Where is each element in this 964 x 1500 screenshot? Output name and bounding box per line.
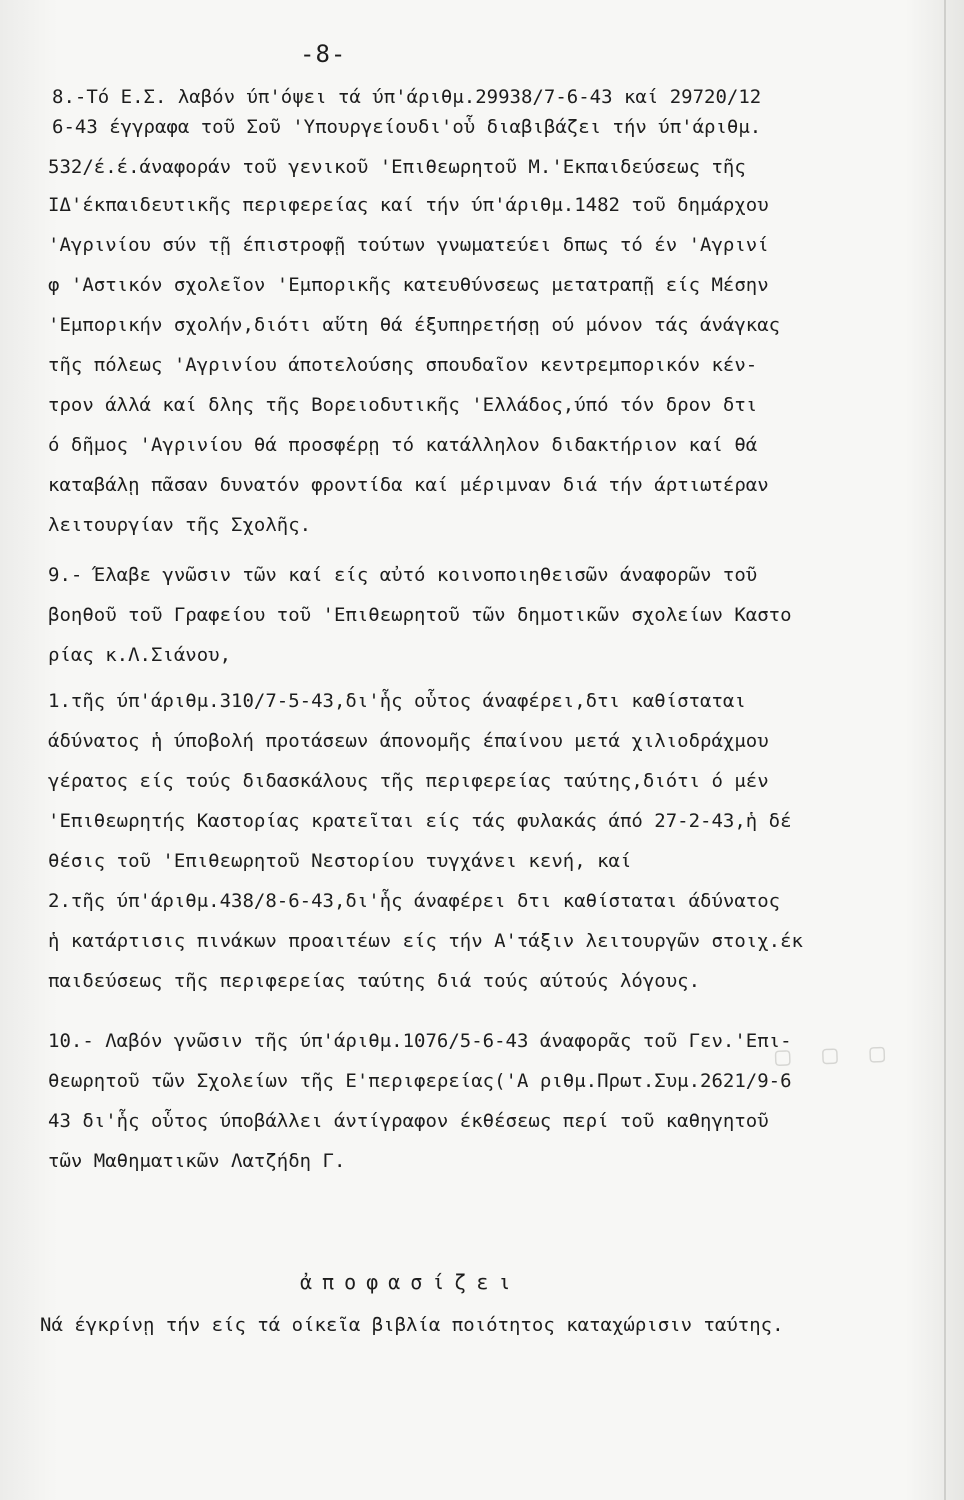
text-line: άδύνατος ἡ ύποβολή προτάσεων άπονομῆς έπαίνου μετά χιλιοδράχμου [48,730,769,752]
text-line: λειτουργίαν τῆς Σχολῆς. [48,514,312,536]
decision-heading: ἀποφασίζει [300,1270,521,1294]
text-line: ό δῆμος 'Αγρινίου θά προσφέρῃ τό κατάλληλον διδακτήριον καί θά [48,434,758,456]
text-line: 532/έ.έ.άναφοράν τοῦ γενικοῦ 'Επιθεωρητοῦ Μ.'Εκπαιδεύσεως τῆς [48,156,746,178]
text-line: γέρατος είς τούς διδασκάλους τῆς περιφερείας ταύτης,διότι ό μέν [48,770,769,792]
text-line: 43 δι'ἧς οὗτος ύποβάλλει άντίγραφον έκθέσεως περί τοῦ καθηγητοῦ [48,1110,769,1132]
text-line: 2.τῆς ύπ'άριθμ.438/8-6-43,δι'ἧς άναφέρει δτι καθίσταται άδύνατος [48,890,781,912]
text-line: παιδεύσεως τῆς περιφερείας ταύτης διά τούς αύτούς λόγους. [48,970,701,992]
text-line: 9.- Έλαβε γνῶσιν τῶν καί είς αὐτό κοινοποιηθεισῶν άναφορῶν τοῦ [48,564,758,586]
text-line: καταβάλῃ πᾶσαν δυνατόν φροντίδα καί μέριμναν διά τήν άρτιωτέραν [48,474,769,496]
text-line: 6-43 έγγραφα τοῦ Σοῦ 'Υπουργείουδι'οὗ διαβιβάζει τήν ύπ'άριθμ. [52,116,762,138]
faded-stamp-mark: ▢ ▢ ▢ [774,1037,894,1073]
text-line: ΙΔ'έκπαιδευτικῆς περιφερείας καί τήν ύπ'άριθμ.1482 τοῦ δημάρχου [48,194,769,216]
text-line: ρίας κ.Λ.Σιάνου, [48,644,232,666]
text-line: ἡ κατάρτισις πινάκων προαιτέων είς τήν Α'τάξιν λειτουργῶν στοιχ.έκ [48,930,803,952]
text-line: 'Εμπορικήν σχολήν,διότι αὕτη θά έξυπηρετήσῃ ού μόνον τάς άνάγκας [48,314,781,336]
text-line: 1.τῆς ύπ'άριθμ.310/7-5-43,δι'ἧς οὗτος άναφέρει,δτι καθίσταται [48,690,746,712]
page-number: -8- [300,40,347,68]
text-line: 10.- Λαβόν γνῶσιν τῆς ύπ'άριθμ.1076/5-6-43 άναφορᾶς τοῦ Γεν.'Επι- [48,1030,792,1052]
text-line: θέσις τοῦ 'Επιθεωρητοῦ Νεστορίου τυγχάνει κενή, καί [48,850,632,872]
text-line: 'Αγρινίου σύν τῇ έπιστροφῇ τούτων γνωματεύει δπως τό έν 'Αγρινί [48,234,769,256]
text-line: φ 'Αστικόν σχολεῖον 'Εμπορικῆς κατευθύνσεως μετατραπῇ είς Μέσην [48,274,769,296]
text-line: 8.-Τό Ε.Σ. λαβόν ύπ'όψει τά ύπ'άριθμ.29938/7-6-43 καί 29720/12 [52,86,762,108]
text-line: βοηθοῦ τοῦ Γραφείου τοῦ 'Επιθεωρητοῦ τῶν δημοτικῶν σχολείων Καστο [48,604,792,626]
text-line: θεωρητοῦ τῶν Σχολείων τῆς Ε'περιφερείας('Α ριθμ.Πρωτ.Συμ.2621/9-6 [48,1070,792,1092]
text-line: τρον άλλά καί δλης τῆς Βορειοδυτικῆς 'Ελλάδος,ύπό τόν δρον δτι [48,394,758,416]
text-line: τῶν Μαθηματικῶν Λατζήδη Γ. [48,1150,346,1172]
text-line: τῆς πόλεως 'Αγρινίου άποτελούσης σπουδαῖον κεντρεμπορικόν κέν- [48,354,758,376]
page-edge-shadow [944,0,946,1500]
text-line: Νά έγκρίνῃ τήν είς τά οίκεῖα βιβλία ποιότητος καταχώρισιν ταύτης. [40,1314,784,1336]
text-line: 'Επιθεωρητής Καστορίας κρατεῖται είς τάς φυλακάς άπό 27-2-43,ἡ δέ [48,810,792,832]
